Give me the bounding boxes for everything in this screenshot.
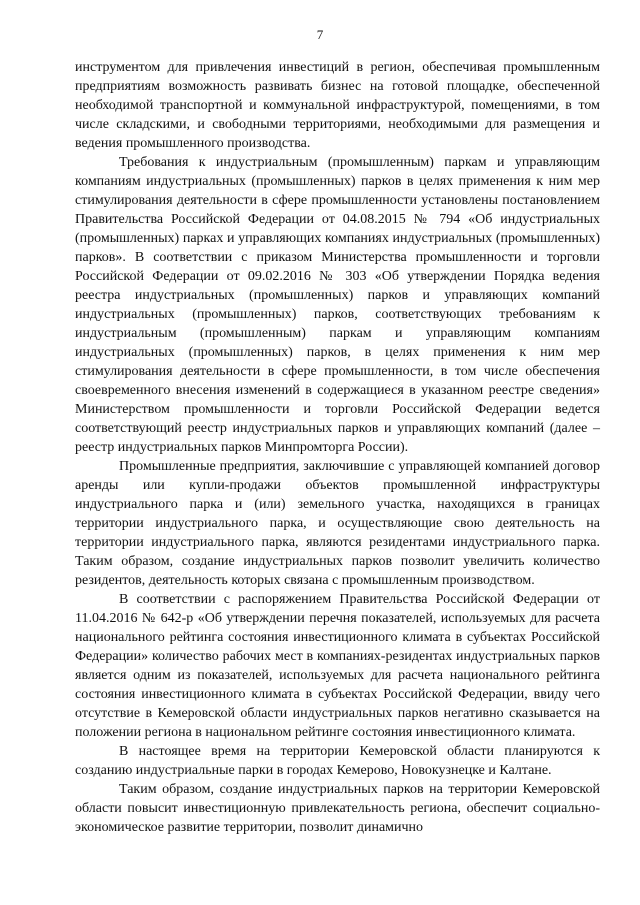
document-body: [75, 58, 600, 837]
paragraph: Требования к индустриальным (промышленным) паркам и управляющим компаниям индустриальных (промышленных) парков в целях применения к ним мер стимулирования деятельности в сфере промышленности установлены постановлением Правительства Российской Федерации от 04.08.2015 № 794 «Об индустриальных (промышленных) парках и управляющих компаниях индустриальных (промышленных) парков». В соответствии с приказом Министерства промышленности и торговли Российской Федерации от 09.02.2016 № 303 «Об утверждении Порядка ведения реестра индустриальных (промышленных) парков и управляющих компаний индустриальных (промышленных) парков, соответствующих требованиям к индустриальным (промышленным) паркам и управляющим компаниям индустриальных (промышленных) парков, в целях применения к ним мер стимулирования деятельности в сфере промышленности, в том числе обеспечения своевременного внесения изменений в содержащиеся в указанном реестре сведения» Министерством промышленности и торговли Российской Федерации ведется соответствующий реестр индустриальных парков и управляющих компаний (далее – реестр индустриальных парков Минпромторга России).: [75, 155, 600, 455]
paragraph: инструментом для привлечения инвестиций в регион, обеспечивая промышленным предприятиям возможность развивать бизнес на готовой площадке, обеспеченной необходимой транспортной и коммунальной инфраструктурой, помещениями, в том числе складскими, и свободными территориями, необходимыми для размещения и ведения промышленного производства.: [75, 60, 600, 151]
page-number: 7: [316, 27, 324, 42]
paragraph: В соответствии с распоряжением Правительства Российской Федерации от 11.04.2016 № 642-р «Об утверждении перечня показателей, используемых для расчета национального рейтинга состояния инвестиционного климата в субъектах Российской Федерации» количество рабочих мест в компаниях-резидентах индустриальных парков является одним из показателей, используемых для расчета национального рейтинга состояния инвестиционного климата в субъектах Российской Федерации, ввиду чего отсутствие в Кемеровской области индустриальных парков негативно сказывается на положении региона в национальном рейтинге состояния инвестиционного климата.: [75, 592, 600, 740]
paragraph: Промышленные предприятия, заключившие с управляющей компанией договор аренды или купли-продажи объектов промышленной инфраструктуры индустриального парка и (или) земельного участка, находящихся в границах территории индустриального парка, и осуществляющие свою деятельность на территории индустриального парка, являются резидентами индустриального парка. Таким образом, создание индустриальных парков позволит увеличить количество резидентов, деятельность которых связана с промышленным производством.: [75, 459, 600, 588]
paragraph: Таким образом, создание индустриальных парков на территории Кемеровской области повысит инвестиционную привлекательность региона, обеспечит социально-экономическое развитие территории, позволит динамично: [75, 782, 600, 835]
paragraph: В настоящее время на территории Кемеровской области планируются к созданию индустриальные парки в городах Кемерово, Новокузнецке и Калтане.: [75, 744, 600, 778]
